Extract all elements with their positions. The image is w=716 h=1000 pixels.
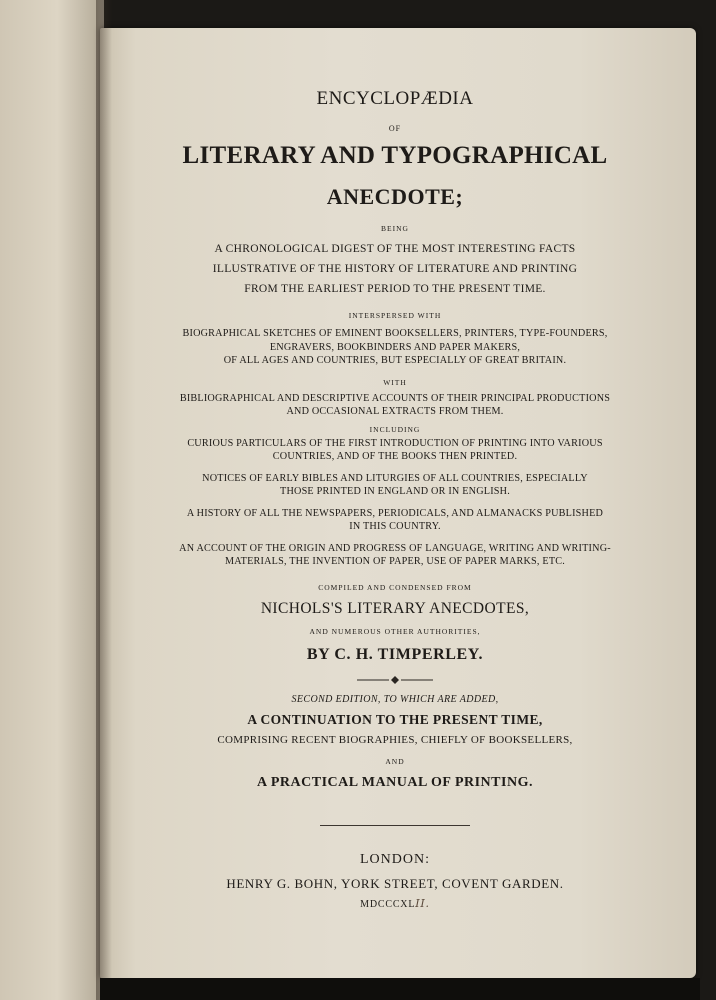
bibliographical-block	[155, 392, 635, 419]
author-line: BY C. H. TIMPERLEY.	[306, 645, 484, 663]
curious-block	[155, 437, 635, 464]
digest-line: ILLUSTRATIVE OF THE HISTORY OF LITERATURE AND PRINTING	[212, 263, 578, 275]
continuation-line: A CONTINUATION TO THE PRESENT TIME,	[247, 711, 543, 727]
title-page-text	[155, 88, 635, 913]
curious-line: COUNTRIES, AND OF THE BOOKS THEN PRINTED.	[272, 451, 518, 462]
title-encyclopaedia: ENCYCLOPÆDIA	[316, 88, 474, 109]
edition-line: SECOND EDITION, TO WHICH ARE ADDED,	[291, 693, 499, 705]
horizontal-rule	[320, 825, 470, 826]
compiled-label: COMPILED AND CONDENSED FROM	[318, 582, 472, 592]
notices-line: THOSE PRINTED IN ENGLAND OR IN ENGLISH.	[280, 486, 510, 497]
biographical-block	[155, 327, 635, 368]
year-handwritten: II.	[415, 896, 430, 910]
notices-block	[155, 472, 635, 499]
imprint-year	[155, 896, 635, 913]
digest-line: A CHRONOLOGICAL DIGEST OF THE MOST INTERESTING FACTS	[214, 243, 576, 255]
account-line: MATERIALS, THE INVENTION OF PAPER, USE OF PAPER MARKS, ETC.	[224, 556, 565, 567]
title-of: OF	[388, 124, 402, 133]
imprint-publisher: HENRY G. BOHN, YORK STREET, COVENT GARDEN.	[226, 875, 564, 891]
including-label: INCLUDING	[369, 424, 421, 434]
history-block	[155, 507, 635, 534]
digest-line: FROM THE EARLIEST PERIOD TO THE PRESENT TIME.	[244, 283, 546, 295]
biographical-line: OF ALL AGES AND COUNTRIES, BUT ESPECIALLY OF GREAT BRITAIN.	[223, 355, 567, 366]
history-line: IN THIS COUNTRY.	[349, 521, 441, 532]
biographical-line: ENGRAVERS, BOOKBINDERS AND PAPER MAKERS,	[269, 341, 521, 353]
year-printed: MDCCCXL	[360, 898, 416, 910]
notices-line: NOTICES OF EARLY BIBLES AND LITURGIES OF ALL COUNTRIES, ESPECIALLY	[202, 472, 588, 484]
bibliographical-line: AND OCCASIONAL EXTRACTS FROM THEM.	[286, 406, 504, 417]
imprint-city: LONDON:	[360, 851, 430, 867]
left-page	[0, 0, 104, 1000]
nichols-title: NICHOLS'S LITERARY ANECDOTES,	[260, 599, 530, 617]
digest-block	[155, 239, 635, 299]
and-label: AND	[385, 756, 405, 766]
interspersed-label: INTERSPERSED WITH	[348, 311, 442, 320]
page-bottom-shadow	[100, 978, 700, 1000]
spine-shadow	[96, 0, 112, 1000]
ornament-divider-icon	[355, 675, 435, 685]
account-line: AN ACCOUNT OF THE ORIGIN AND PROGRESS OF LANGUAGE, WRITING AND WRITING-	[179, 542, 611, 554]
being-label: BEING	[381, 224, 409, 233]
title-anecdote: ANECDOTE;	[326, 184, 464, 209]
comprising-line: COMPRISING RECENT BIOGRAPHIES, CHIEFLY OF BOOKSELLERS,	[217, 733, 573, 746]
authorities-label: AND NUMEROUS OTHER AUTHORITIES,	[309, 626, 481, 636]
biographical-line: BIOGRAPHICAL SKETCHES OF EMINENT BOOKSELLERS, PRINTERS, TYPE-FOUNDERS,	[182, 328, 608, 339]
bibliographical-line: BIBLIOGRAPHICAL AND DESCRIPTIVE ACCOUNTS OF THEIR PRINCIPAL PRODUCTIONS	[179, 392, 611, 404]
curious-line: CURIOUS PARTICULARS OF THE FIRST INTRODUCTION OF PRINTING INTO VARIOUS	[187, 437, 603, 449]
title-main: LITERARY AND TYPOGRAPHICAL	[182, 142, 608, 169]
history-line: A HISTORY OF ALL THE NEWSPAPERS, PERIODICALS, AND ALMANACKS PUBLISHED	[186, 507, 604, 519]
manual-line: A PRACTICAL MANUAL OF PRINTING.	[257, 774, 533, 790]
account-block	[155, 542, 635, 569]
with-label: WITH	[383, 377, 407, 387]
